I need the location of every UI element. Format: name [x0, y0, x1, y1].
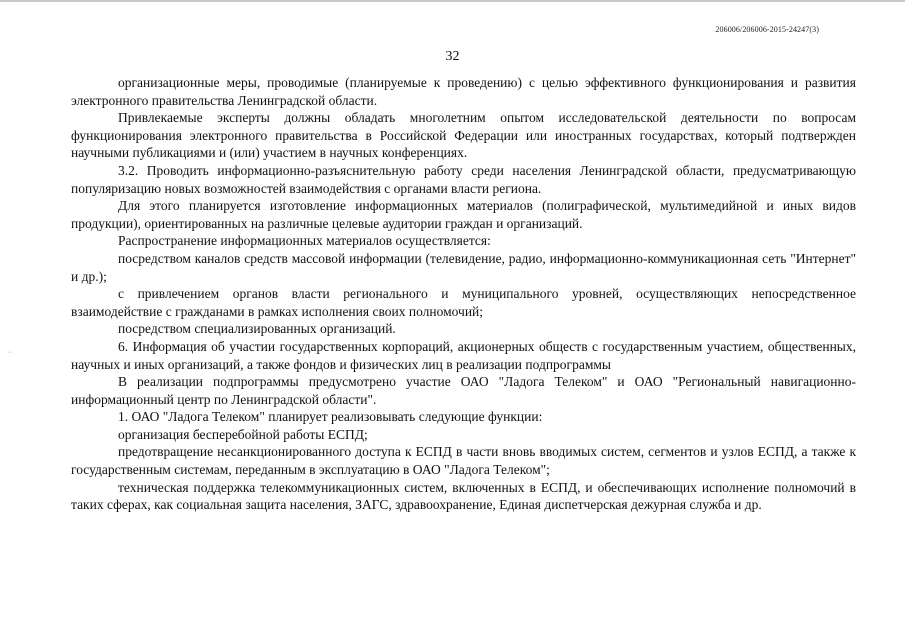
paragraph: В реализации подпрограммы предусмотрено участие ОАО "Ладога Телеком" и ОАО "Региональный навигационно-информационный центр по Ленинградской области". [71, 374, 856, 407]
paragraph: посредством каналов средств массовой информации (телевидение, радио, информационно-коммуникационная сеть "Интернет" и др.); [71, 250, 856, 284]
paragraph: 6. Информация об участии государственных корпораций, акционерных обществ с государственным участием, общественных, научных и иных организаций, а также фондов и физических лиц в реализации подпрограммы [71, 338, 856, 372]
margin-mark: ~ [8, 349, 12, 357]
document-body [71, 74, 856, 514]
paragraph: посредством специализированных организаций. [118, 321, 396, 337]
page-number: 32 [445, 49, 460, 64]
paragraph: техническая поддержка телекоммуникационных систем, включенных в ЕСПД, и обеспечивающих исполнение полномочий в таких сферах, как социальная защита населения, ЗАГС, здравоохранение, Единая диспетчерская дежурная служба и др. [71, 479, 856, 513]
paragraph: 1. ОАО "Ладога Телеком" планирует реализовывать следующие функции: [118, 409, 543, 425]
paragraph: Привлекаемые эксперты должны обладать многолетним опытом исследовательской деятельности по вопросам функционирования электронного правительства в Российской Федерации или иностранных государствах, который подтвержден научными публикациями и (или) участием в научных конференциях. [71, 110, 856, 161]
top-rule [0, 0, 905, 2]
paragraph: организационные меры, проводимые (планируемые к проведению) с целью эффективного функционирования и развития электронного правительства Ленинградской области. [71, 75, 856, 108]
document-id: 206006/206006-2015-24247(3) [715, 25, 819, 34]
paragraph: Для этого планируется изготовление информационных материалов (полиграфической, мультимедийной и иных видов продукции), ориентированных на различные целевые аудитории граждан и организаций. [71, 198, 856, 231]
paragraph: с привлечением органов власти регионального и муниципального уровней, осуществляющих непосредственное взаимодействие с гражданами в рамках исполнения своих полномочий; [71, 286, 856, 319]
paragraph: 3.2. Проводить информационно-разъяснительную работу среди населения Ленинградской области, предусматривающую популяризацию новых возможностей взаимодействия с органами власти региона. [71, 162, 856, 196]
paragraph: организация бесперебойной работы ЕСПД; [118, 426, 368, 442]
paragraph: предотвращение несанкционированного доступа к ЕСПД в части вновь вводимых систем, сегментов и узлов ЕСПД, а также к государственным системам, переданным в эксплуатацию в ОАО "Ладога Телеком"; [71, 444, 856, 478]
paragraph: Распространение информационных материалов осуществляется: [118, 233, 491, 249]
